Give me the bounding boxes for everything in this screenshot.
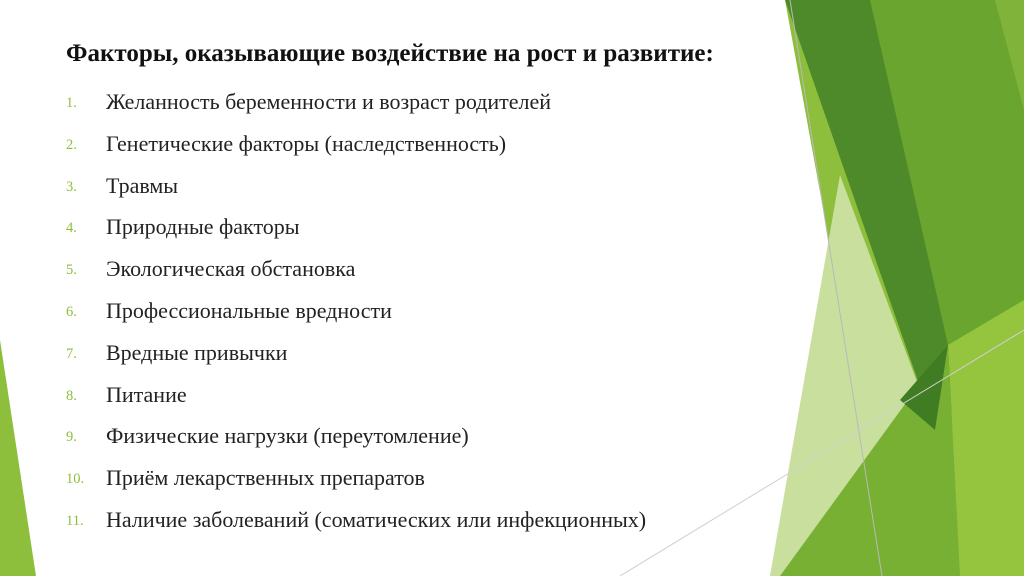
list-item-text: Приём лекарственных препаратов [106, 465, 425, 491]
list-item-text: Вредные привычки [106, 339, 288, 365]
list-item-number: 2. [66, 136, 77, 153]
list-item-text: Травмы [106, 172, 179, 198]
list-item-text: Желанность беременности и возраст родителей [106, 89, 552, 114]
list-item-text: Природные факторы [106, 214, 300, 240]
list-item-number: 5. [66, 262, 77, 279]
list-item-number: 4. [66, 220, 77, 237]
list-item-number: 8. [66, 387, 77, 404]
list-item-number: 9. [66, 429, 77, 446]
list-item-text: Физические нагрузки (переутомление) [106, 423, 469, 449]
list-item-text: Питание [106, 381, 187, 407]
list-item-number: 11. [66, 512, 84, 529]
list-item-number: 7. [66, 345, 77, 362]
list-item-number: 3. [66, 178, 77, 195]
list-item-number: 10. [66, 471, 85, 488]
list-item-number: 1. [66, 95, 77, 111]
list-item-text: Профессиональные вредности [106, 297, 392, 323]
list-item-text: Генетические факторы (наследственность) [106, 130, 507, 156]
slide-title: Факторы, оказывающие воздействие на рост и развитие: [66, 40, 714, 67]
lower-right-facet [948, 300, 1024, 576]
left-accent-shape [0, 340, 36, 576]
list-item-text: Наличие заболеваний (соматических или инфекционных) [106, 506, 647, 532]
list-item-text: Экологическая обстановка [106, 256, 356, 282]
list-item-number: 6. [66, 303, 77, 320]
